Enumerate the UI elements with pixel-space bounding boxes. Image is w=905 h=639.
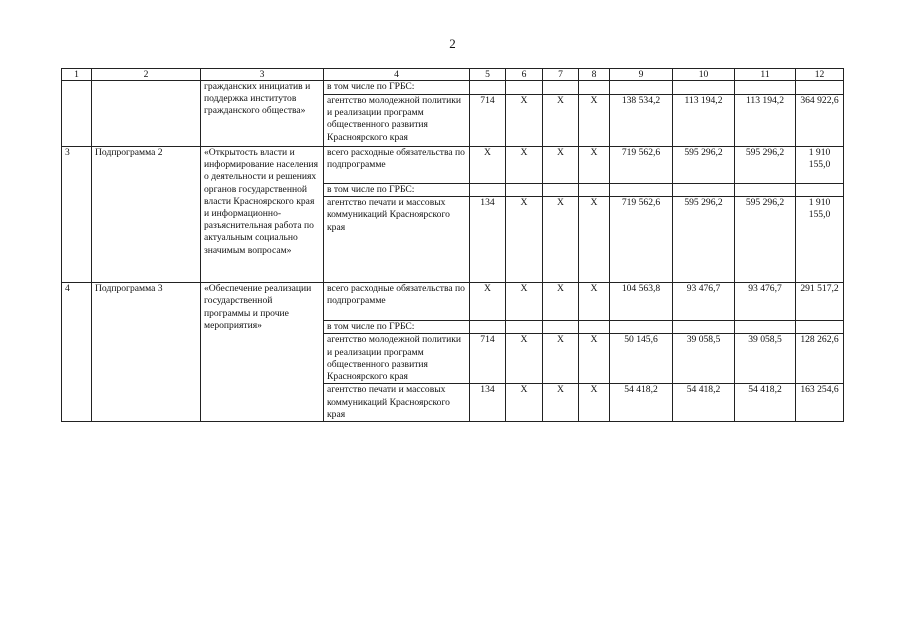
- cell-recipient: агентство молодежной политики и реализации программ общественного развития Красноярского края: [324, 95, 470, 147]
- header-row: [62, 69, 844, 81]
- cell-value: 93 476,7: [673, 283, 735, 321]
- col-header: 11: [735, 69, 796, 81]
- cell-x: X: [579, 384, 610, 422]
- cell-x: X: [579, 147, 610, 184]
- cell-value: 595 296,2: [735, 197, 796, 283]
- cell-grbs: X: [470, 283, 506, 321]
- cell-recipient: всего расходные обязательства по подпрограмме: [324, 147, 470, 184]
- cell-recipient: в том числе по ГРБС:: [324, 81, 470, 95]
- cell-value: 93 476,7: [735, 283, 796, 321]
- cell-value: 54 418,2: [673, 384, 735, 422]
- cell-x: X: [543, 283, 579, 321]
- cell-value: 104 563,8: [610, 283, 673, 321]
- col-header: 12: [796, 69, 844, 81]
- cell-x: X: [543, 384, 579, 422]
- cell-value: 1 910 155,0: [796, 147, 844, 184]
- cell-value: 138 534,2: [610, 95, 673, 147]
- cell-recipient: агентство печати и массовых коммуникаций Красноярского края: [324, 384, 470, 422]
- cell-value: 54 418,2: [735, 384, 796, 422]
- cell-grbs: 714: [470, 95, 506, 147]
- col-header: 7: [543, 69, 579, 81]
- cell-title: Подпрограмма 2: [92, 147, 201, 283]
- cell-value: 128 262,6: [796, 334, 844, 384]
- cell-value: 1 910 155,0: [796, 197, 844, 283]
- cell-description: «Обеспечение реализации государственной программы и прочие мероприятия»: [201, 283, 324, 422]
- cell-value: 50 145,6: [610, 334, 673, 384]
- col-header: 8: [579, 69, 610, 81]
- cell-recipient: всего расходные обязательства по подпрограмме: [324, 283, 470, 321]
- cell-num: 3: [62, 147, 92, 283]
- cell-value: 163 254,6: [796, 384, 844, 422]
- cell-recipient: в том числе по ГРБС:: [324, 321, 470, 334]
- cell-grbs: 714: [470, 334, 506, 384]
- cell-grbs: 134: [470, 197, 506, 283]
- col-header: 3: [201, 69, 324, 81]
- page-number: 2: [449, 36, 456, 51]
- cell-x: X: [543, 147, 579, 184]
- col-header: 10: [673, 69, 735, 81]
- table-row: [62, 81, 844, 95]
- cell-x: X: [543, 197, 579, 283]
- col-header: 9: [610, 69, 673, 81]
- cell-recipient: агентство печати и массовых коммуникаций Красноярского края: [324, 197, 470, 283]
- cell-value: 54 418,2: [610, 384, 673, 422]
- cell-grbs: X: [470, 147, 506, 184]
- budget-table: [61, 68, 844, 422]
- cell-x: X: [506, 95, 543, 147]
- cell-value: 39 058,5: [735, 334, 796, 384]
- cell-value: 113 194,2: [673, 95, 735, 147]
- cell-value: 595 296,2: [735, 147, 796, 184]
- cell-description: гражданских инициатив и поддержка институтов гражданского общества»: [201, 81, 324, 147]
- cell-x: X: [506, 197, 543, 283]
- cell-x: X: [579, 95, 610, 147]
- cell-grbs: 134: [470, 384, 506, 422]
- col-header: 4: [324, 69, 470, 81]
- cell-x: X: [579, 197, 610, 283]
- cell-description: «Открытость власти и информирование населения о деятельности и решениях органов государственной власти Красноярского края и информационно-разъяснительная работа по актуальным социально значимым вопросам»: [201, 147, 324, 283]
- col-header: 2: [92, 69, 201, 81]
- cell-x: X: [543, 95, 579, 147]
- cell-recipient: агентство молодежной политики и реализации программ общественного развития Красноярского края: [324, 334, 470, 384]
- cell-value: 291 517,2: [796, 283, 844, 321]
- table-row: [62, 147, 844, 184]
- cell-value: 719 562,6: [610, 147, 673, 184]
- cell-x: X: [579, 283, 610, 321]
- cell-title: [92, 81, 201, 147]
- cell-num: [62, 81, 92, 147]
- cell-x: X: [579, 334, 610, 384]
- cell-value: 113 194,2: [735, 95, 796, 147]
- cell-x: X: [506, 283, 543, 321]
- cell-x: X: [506, 384, 543, 422]
- cell-num: 4: [62, 283, 92, 422]
- col-header: 5: [470, 69, 506, 81]
- col-header: 1: [62, 69, 92, 81]
- cell-recipient: в том числе по ГРБС:: [324, 184, 470, 197]
- cell-value: 595 296,2: [673, 197, 735, 283]
- cell-title: Подпрограмма 3: [92, 283, 201, 422]
- cell-value: 364 922,6: [796, 95, 844, 147]
- cell-value: 595 296,2: [673, 147, 735, 184]
- cell-x: X: [506, 147, 543, 184]
- table-row: [62, 283, 844, 321]
- col-header: 6: [506, 69, 543, 81]
- cell-value: 719 562,6: [610, 197, 673, 283]
- cell-value: 39 058,5: [673, 334, 735, 384]
- cell-x: X: [543, 334, 579, 384]
- cell-x: X: [506, 334, 543, 384]
